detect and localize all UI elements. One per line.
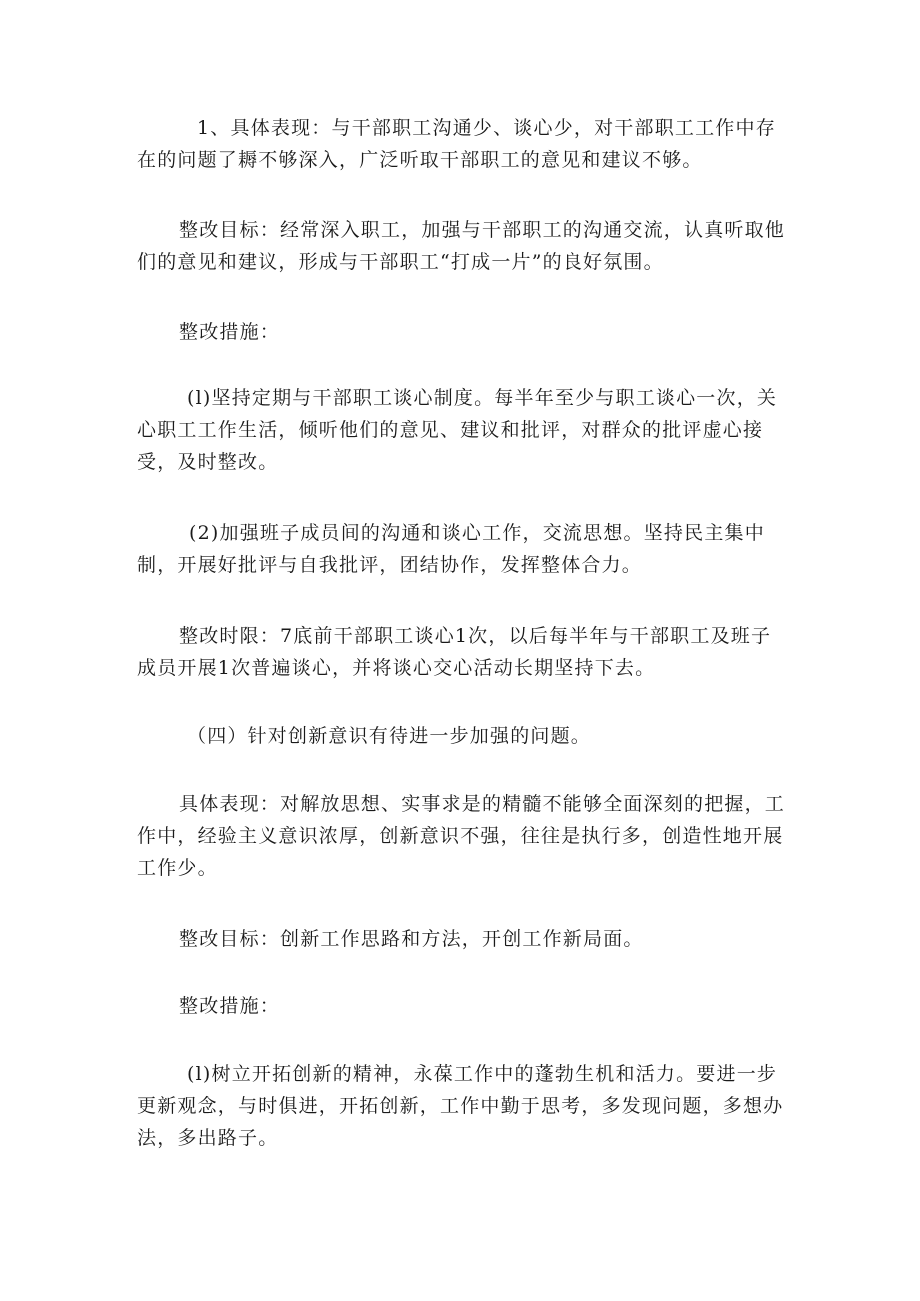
paragraph-specific-performance-1: 1、具体表现：与干部职工沟通少、谈心少，对干部职工工作中存在的问题了耨不够深入，广泛听取干部职工的意见和建议不够。 <box>137 117 776 171</box>
paragraph-measure-1-2: (2)加强班子成员间的沟通和谈心工作，交流思想。坚持民主集中制，开展好批评与自我批评，团结协作，发挥整体合力。 <box>137 522 765 576</box>
paragraph-specific-performance-2: 具体表现：对解放思想、实事求是的精髓不能够全面深刻的把握，工作中，经验主义意识浓厚，创新意识不强，往往是执行多，创造性地开展工作少。 <box>137 793 786 879</box>
paragraph-rectification-goal-1: 整改目标：经常深入职工，加强与干部职工的沟通交流，认真听取他们的意见和建议，形成与干部职工“打成一片”的良好氛围。 <box>137 219 786 273</box>
paragraph-measure-2-1: (l)树立开拓创新的精神，永葆工作中的蓬勃生机和活力。要进一步更新观念，与时俱进，开拓创新，工作中勤于思考，多发现问题，多想办法，多出路子。 <box>137 1063 784 1149</box>
paragraph-rectification-goal-2: 整改目标：创新工作思路和方法，开创工作新局面。 <box>179 928 644 950</box>
paragraph-rectification-measures-heading-2: 整改措施： <box>179 995 281 1017</box>
section-heading-innovation: （四）针对创新意识有待进一步加强的问题。 <box>187 725 592 747</box>
paragraph-rectification-measures-heading-1: 整改措施： <box>179 321 281 343</box>
paragraph-rectification-deadline: 整改时限：7底前干部职工谈心1次，以后每半年与干部职工及班子成员开展1次普遍谈心，并将谈心交心活动长期坚持下去。 <box>137 625 772 679</box>
paragraph-measure-1-1: (l)坚持定期与干部职工谈心制度。每半年至少与职工谈心一次，关心职工工作生活，倾听他们的意见、建议和批评，对群众的批评虚心接受，及时整改。 <box>137 387 778 473</box>
